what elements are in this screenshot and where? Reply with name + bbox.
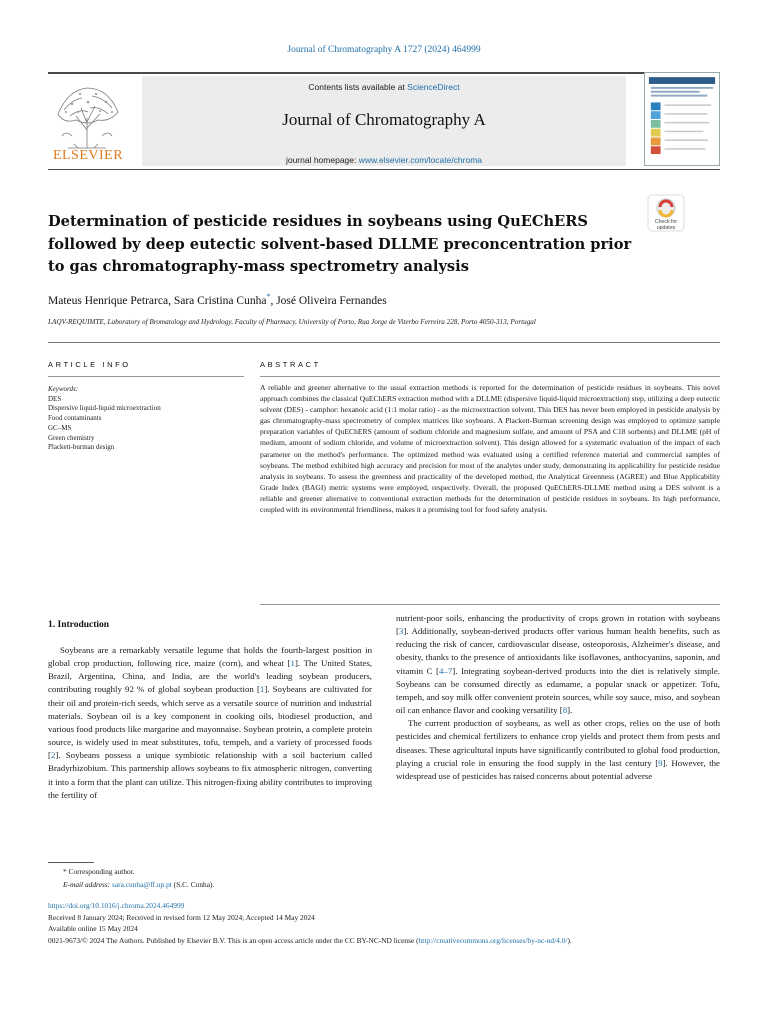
journal-cover-thumbnail[interactable] [644,72,720,166]
body-text: The current production of soybeans, as well as other crops, relies on the use of both pesticides and chemical fertilizers to enhance crop yields and protect them from pests and diseases. These agricultural inputs have significantly contributed to global food production, playing a crucial role in ensuring the food supply in the last century [ [396,718,720,768]
email-label: E-mail address: [63,879,112,889]
publication-info [48,900,720,946]
author-sep-1: , [168,294,174,307]
article-info-heading: ARTICLE INFO [48,360,131,369]
check-for-updates-icon [646,193,686,233]
keyword-item: Dispersive liquid-liquid microextraction [48,404,161,413]
author-sep-2: , [270,294,277,307]
author-3[interactable]: José Oliveira Fernandes [276,294,387,307]
contents-prefix: Contents lists available at [308,82,408,92]
journal-homepage-line [142,155,626,165]
citation-ref-link[interactable]: 4–7 [438,665,453,676]
author-2[interactable]: Sara Cristina Cunha [173,294,267,307]
elsevier-wordmark[interactable]: ELSEVIER [52,148,124,163]
citation-ref-link[interactable]: 9 [658,757,663,768]
contents-available-line [142,82,626,92]
abstract-heading: ABSTRACT [260,360,321,369]
homepage-prefix: journal homepage: [285,155,359,165]
journal-name[interactable]: Journal of Chromatography A [282,110,486,129]
article-info-rule [48,376,244,377]
corresponding-author-note: * Corresponding author. [63,867,135,876]
body-text: ]. The United States, Brazil, Argentina, China, and India, are the world's leading soybean producers, contributing roughly 92 % of global soybean production [ [48,658,372,695]
license-link[interactable]: http://creativecommons.org/licenses/by-nc-nd/4.0/ [418,935,568,945]
body-column-left [48,620,372,802]
email-suffix: (S.C. Cunha). [171,879,215,889]
citation-ref-link[interactable]: 1 [290,658,295,669]
citation-ref-link[interactable]: 8 [562,705,568,716]
abstract-rule [260,376,720,377]
keyword-item: Plackett-burman design [48,443,115,452]
introduction-heading: 1. Introduction [48,620,110,630]
email-note [48,879,720,892]
citation-ref-link[interactable]: 2 [50,750,56,761]
citation-ref-link[interactable]: 3 [398,626,404,637]
article-title: Determination of pesticide residues in soybeans using QuEChERS followed by deep eutectic solvent-based DLLME preconcentration prior to gas chromatography-mass spectrometry analysis [48,213,632,275]
section-divider [48,342,720,343]
body-text: ]. Additionally, soybean-derived products offer various human health benefits, such as reducing the risk of cancer, cardiovascular disease, osteoporosis, Alzheimer's disease, and obesity, thanks to the presence of antioxidants like isoflavones, anthocyanins, saponin, and vitamin C [ [396,626,720,676]
keywords-list [48,385,244,453]
intro-paragraph-1 [48,644,372,802]
journal-masthead [48,72,720,170]
body-column-right [396,612,720,783]
badge-line-1: Check for [654,219,678,225]
received-dates: Received 8 January 2024; Received in revised form 12 May 2024; Accepted 14 May 2024 [48,912,315,922]
body-text: ]. Soybeans are cultivated for their oil and protein-rich seeds, which serve as a versatile source of nutrition and industrial materials. Soybean oil is a key component in cooking oils, biodiesel production, and various food products like margarine and mayonnaise. Soybean protein, a complete protein source, is widely used in meat substitutes, tofu, tempeh, and a variety of processed foods [ [48,684,372,761]
body-text: nutrient-poor soils, enhancing the productivity of crops grown in rotation with soybeans [ [396,613,720,637]
keyword-item: Food contaminants [48,414,102,423]
body-text: ]. However, the widespread use of pesticides has raised concerns about potential adverse [396,757,720,781]
keywords-label: Keywords: [48,385,79,393]
badge-line-2: updates [656,225,676,231]
license-statement [48,935,720,947]
sciencedirect-link[interactable]: ScienceDirect [407,82,460,92]
citation-ref-link[interactable]: 1 [259,684,265,695]
author-1[interactable]: Mateus Henrique Petrarca [48,294,169,307]
abstract-text: A reliable and greener alternative to the usual extraction methods is reported for the determination of pesticide residues in soybeans. This novel approach combines the classical QuEChERS extraction method with a DLLME (dispersive liquid-liquid microextraction) step, utilizing a deep eutectic solvent (DES) - camphor: hexanoic acid (1:1 molar ratio) - as the microextraction solvent. This DES has never been employed in pesticide analysis by gas chromatography-mass spectrometry of complex matrices like soybeans. A Plackett-Burman screening design was employed to optimize sample preparation variables of QuEChERS (amount of sodium chloride and magnesium sulfate, and amount of PSA and C18 sorbents) and DLLME (pH of medium, amount of sodium chloride, and volume of microextraction solvent). This design allowed for a systematic evaluation of the impact of each parameter on the method's performance. The optimized method was evaluated using a certified reference material and commercial samples of soybeans. The method exhibited high accuracy and precision for most of the analytes under study, demonstrating its applicability for pesticide residue analysis in soybeans. To assess the greenness and practicality of the developed method, the Analytical Greenness (AGREE) and Blue Applicability Grade Index (BAGI) metric systems were employed, respectively. Overall, the proposed QuEChERS-DLLME method using a DES solvent is a reliable and greener alternative to conventional extraction methods for the determination of pesticide residues in soybeans. Its high performance, coupled with its environmental friendliness, makes it a promising tool for food safety analysis. [260,383,720,515]
keyword-item: Green chemistry [48,433,95,442]
body-text: ]. [567,705,573,716]
keyword-item: DES [48,394,62,403]
doi-link[interactable]: https://doi.org/10.1016/j.chroma.2024.464999 [48,901,185,910]
license-prefix: 0021-9673/© 2024 The Authors. Published by Elsevier B.V. This is an open access article under the CC BY-NC-ND license ( [48,935,419,945]
check-for-updates-badge[interactable] [646,193,686,233]
masthead-bottom-rule [48,169,720,170]
footnote-rule [48,862,94,863]
author-list [48,292,688,307]
author-email-link[interactable]: sara.cunha@ff.up.pt [112,879,172,889]
journal-title-band [142,76,626,166]
body-text: Soybeans are a remarkably versatile legume that holds the fourth-largest position in global crop production, following rice, maize (corn), and wheat [ [48,645,372,669]
journal-homepage-link[interactable]: www.elsevier.com/locate/chroma [358,155,483,165]
author-affiliation: LAQV-REQUIMTE, Laboratory of Bromatology and Hydrology, Faculty of Pharmacy, University of Porto, Rua Jorge de Viterbo Ferreira 228, Porto 4050-313, Portugal [48,318,536,326]
body-text: ]. Integrating soybean-derived products into the diet is relatively simple. Soybeans can be consumed directly as edamame, a popular snack or appetizer. Tofu, tempeh, and soy milk offer convenient protein sources, while soy sauce, miso, and soybean oil can enhance flavor and cooking versatility [ [396,665,720,716]
available-online-date: Available online 15 May 2024 [48,924,138,933]
keyword-item: GC–MS [48,423,72,432]
body-text: ]. Soybeans possess a unique symbiotic relationship with a soil bacterium called Bradyrhizobium. This partnership allows soybeans to fix atmospheric nitrogen, converting it into a form that the plant can utilize. This nitrogen-fixing ability contributes to improving the fertility of [48,750,372,800]
abstract-bottom-rule [260,604,720,605]
intro-paragraph-1-continued [396,612,720,717]
journal-citation[interactable]: Journal of Chromatography A 1727 (2024) 464999 [287,45,481,55]
license-suffix: ). [567,935,572,945]
masthead-top-rule [48,72,720,74]
corresponding-author-mark[interactable]: * [266,292,271,301]
intro-paragraph-2 [396,717,720,783]
footnotes [48,866,720,891]
